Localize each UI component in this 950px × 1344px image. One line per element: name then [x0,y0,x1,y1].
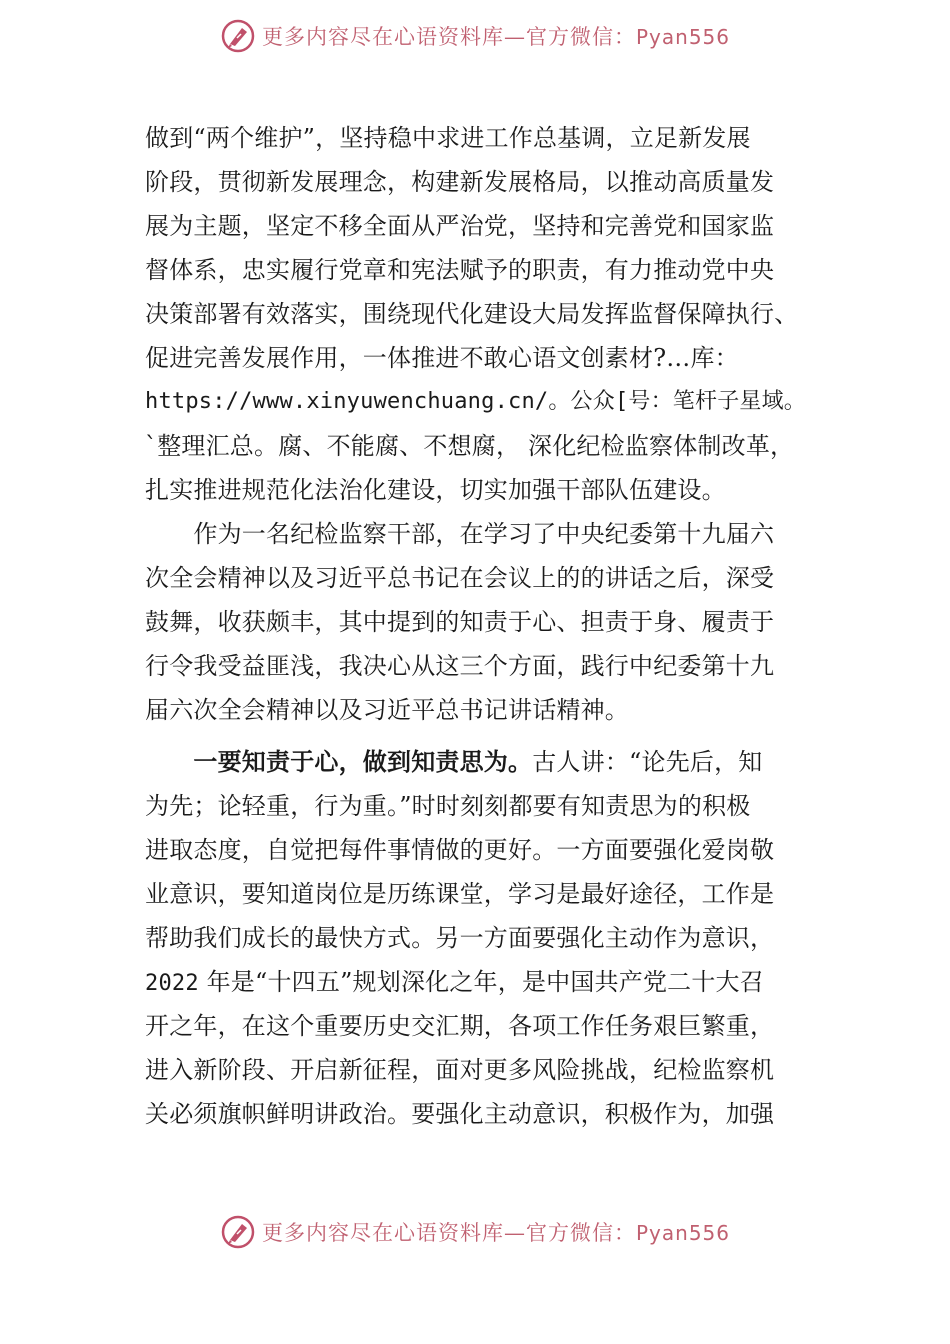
footer-wechat-id: Pyan556 [635,1221,730,1245]
text-line: 开之年，在这个重要历史交汇期，各项工作任务艰巨繁重， [145,1012,775,1040]
text-line: 展为主题，坚定不移全面从严治党，坚持和完善党和国家监 [145,212,775,240]
text-line: 行令我受益匪浅，我决心从这三个方面，践行中纪委第十九 [145,652,775,680]
text-fragment: 年是“十四五”规划深化之年，是中国共产党二十大召 [198,968,764,996]
section-heading: 一要知责于心，做到知责思为。 [193,748,533,776]
document-body [145,116,825,1136]
text-line: 督体系，忠实履行党章和宪法赋予的职责，有力推动党中央 [145,256,775,284]
text-line: 鼓舞，收获颇丰，其中提到的知责于心、担责于身、履责于 [145,608,775,636]
text-line [145,960,825,1004]
text-line: 次全会精神以及习近平总书记在会议上的的讲话之后，深受 [145,564,775,592]
pen-nib-logo-icon [220,1214,256,1250]
year-number: 2022 [145,971,199,996]
paragraph-1 [145,116,825,512]
text-line: 进入新阶段、开启新征程，面对更多风险挑战，纪检监察机 [145,1056,775,1084]
text-line: 帮助我们成长的最快方式。另一方面要强化主动作为意识， [145,924,775,952]
text-line: 进取态度，自觉把每件事情做的更好。一方面要强化爱岗敬 [145,836,775,864]
paragraph-3 [145,740,825,1136]
text-line: 促进完善发展作用，一体推进不敢心语文创素材?…库： [145,344,739,372]
footer-banner [0,1212,950,1252]
text-fragment: 古人讲：“论先后，知 [532,748,763,776]
paragraph-2 [145,512,825,732]
text-line: 作为一名纪检监察干部，在学习了中央纪委第十九届六 [145,520,775,548]
footer-text: 更多内容尽在心语资料库—官方微信：Pyan556 [261,1221,730,1245]
text-line: 做到“两个维护”，坚持稳中求进工作总基调，立足新发展 [145,124,751,152]
header-text: 更多内容尽在心语资料库—官方微信：Pyan556 [261,25,730,49]
text-line: 业意识，要知道岗位是历练课堂，学习是最好途径，工作是 [145,880,775,908]
text-line: 关必须旗帜鲜明讲政治。要强化主动意识，积极作为，加强 [145,1100,775,1128]
header-wechat-id: Pyan556 [635,25,730,49]
text-line: 届六次全会精神以及习近平总书记讲话精神。 [145,696,629,724]
header-banner [0,16,950,56]
text-line: 为先；论轻重，行为重。”时时刻刻都要有知责思为的积极 [145,792,751,820]
text-line: 决策部署有效落实，围绕现代化建设大局发挥监督保障执行、 [145,300,799,328]
url-line: https://www.xinyuwenchuang.cn/。公众[号：笔杆子星域。 [145,389,806,414]
text-line: `整理汇总。腐、不能腐、不想腐， 深化纪检监察体制改革， [145,432,795,460]
text-line: 阶段，贯彻新发展理念，构建新发展格局，以推动高质量发 [145,168,775,196]
text-line [145,740,825,784]
pen-nib-logo-icon [220,18,256,54]
text-line: 扎实推进规范化法治化建设，切实加强干部队伍建设。 [145,476,726,504]
